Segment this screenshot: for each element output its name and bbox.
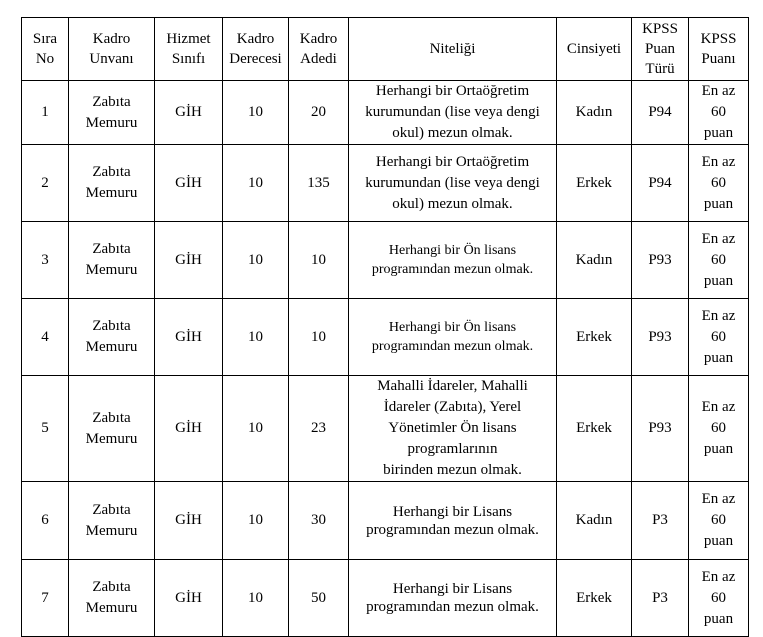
cell-kadro-derecesi: 10 bbox=[223, 376, 289, 482]
header-kpss-puan-turu: KPSS Puan Türü bbox=[632, 18, 689, 81]
cell-sira-no: 7 bbox=[22, 560, 69, 637]
table-row bbox=[22, 81, 749, 145]
cell-sira-no: 3 bbox=[22, 222, 69, 299]
table-row bbox=[22, 482, 749, 560]
cell-hizmet-sinifi: GİH bbox=[155, 482, 223, 560]
cell-kpss-puan-turu: P93 bbox=[632, 222, 689, 299]
cell-kadro-unvani: Zabıta Memuru bbox=[69, 222, 155, 299]
cell-kpss-puan-turu: P94 bbox=[632, 81, 689, 145]
table-row bbox=[22, 299, 749, 376]
cell-kpss-puan-turu: P93 bbox=[632, 299, 689, 376]
cell-kadro-unvani: Zabıta Memuru bbox=[69, 482, 155, 560]
kadro-table bbox=[21, 17, 749, 637]
cell-kadro-derecesi: 10 bbox=[223, 81, 289, 145]
cell-kadro-unvani: Zabıta Memuru bbox=[69, 376, 155, 482]
table-row bbox=[22, 222, 749, 299]
header-sira-no: Sıra No bbox=[22, 18, 69, 81]
cell-sira-no: 6 bbox=[22, 482, 69, 560]
cell-kadro-adedi: 10 bbox=[289, 299, 349, 376]
cell-cinsiyeti: Erkek bbox=[557, 560, 632, 637]
cell-kadro-unvani: Zabıta Memuru bbox=[69, 145, 155, 222]
cell-kadro-derecesi: 10 bbox=[223, 560, 289, 637]
header-hizmet-sinifi: Hizmet Sınıfı bbox=[155, 18, 223, 81]
cell-cinsiyeti: Erkek bbox=[557, 299, 632, 376]
cell-cinsiyeti: Kadın bbox=[557, 81, 632, 145]
cell-kpss-puani: En az 60 puan bbox=[689, 81, 749, 145]
cell-kadro-unvani: Zabıta Memuru bbox=[69, 560, 155, 637]
cell-kpss-puani: En az 60 puan bbox=[689, 482, 749, 560]
cell-kadro-adedi: 50 bbox=[289, 560, 349, 637]
cell-niteligi: Herhangi bir Lisans programından mezun olmak. bbox=[349, 482, 557, 560]
header-kadro-unvani: Kadro Unvanı bbox=[69, 18, 155, 81]
cell-kadro-adedi: 10 bbox=[289, 222, 349, 299]
table-header-row bbox=[22, 18, 749, 81]
cell-cinsiyeti: Erkek bbox=[557, 145, 632, 222]
cell-kadro-adedi: 30 bbox=[289, 482, 349, 560]
cell-kadro-derecesi: 10 bbox=[223, 482, 289, 560]
cell-hizmet-sinifi: GİH bbox=[155, 222, 223, 299]
cell-sira-no: 1 bbox=[22, 81, 69, 145]
table-row bbox=[22, 560, 749, 637]
cell-hizmet-sinifi: GİH bbox=[155, 376, 223, 482]
cell-niteligi: Mahalli İdareler, Mahalli İdareler (Zabıta), Yerel Yönetimler Ön lisans programlarının birinden mezun olmak. bbox=[349, 376, 557, 482]
header-niteligi: Niteliği bbox=[349, 18, 557, 81]
cell-kpss-puani: En az 60 puan bbox=[689, 376, 749, 482]
cell-kpss-puani: En az 60 puan bbox=[689, 222, 749, 299]
cell-hizmet-sinifi: GİH bbox=[155, 299, 223, 376]
cell-kadro-derecesi: 10 bbox=[223, 299, 289, 376]
cell-kpss-puan-turu: P93 bbox=[632, 376, 689, 482]
cell-sira-no: 2 bbox=[22, 145, 69, 222]
table-row bbox=[22, 376, 749, 482]
cell-kadro-adedi: 135 bbox=[289, 145, 349, 222]
cell-niteligi: Herhangi bir Ortaöğretim kurumundan (lise veya dengi okul) mezun olmak. bbox=[349, 145, 557, 222]
cell-kpss-puan-turu: P3 bbox=[632, 560, 689, 637]
cell-kpss-puani: En az 60 puan bbox=[689, 299, 749, 376]
cell-hizmet-sinifi: GİH bbox=[155, 560, 223, 637]
header-cinsiyeti: Cinsiyeti bbox=[557, 18, 632, 81]
cell-kpss-puan-turu: P3 bbox=[632, 482, 689, 560]
header-kadro-derecesi: Kadro Derecesi bbox=[223, 18, 289, 81]
cell-cinsiyeti: Erkek bbox=[557, 376, 632, 482]
cell-cinsiyeti: Kadın bbox=[557, 222, 632, 299]
header-kadro-adedi: Kadro Adedi bbox=[289, 18, 349, 81]
cell-kadro-derecesi: 10 bbox=[223, 222, 289, 299]
header-kpss-puani: KPSS Puanı bbox=[689, 18, 749, 81]
cell-kadro-unvani: Zabıta Memuru bbox=[69, 81, 155, 145]
cell-kadro-adedi: 23 bbox=[289, 376, 349, 482]
cell-cinsiyeti: Kadın bbox=[557, 482, 632, 560]
cell-hizmet-sinifi: GİH bbox=[155, 81, 223, 145]
cell-kpss-puan-turu: P94 bbox=[632, 145, 689, 222]
cell-niteligi: Herhangi bir Ön lisans programından mezun olmak. bbox=[349, 299, 557, 376]
cell-sira-no: 5 bbox=[22, 376, 69, 482]
cell-kadro-adedi: 20 bbox=[289, 81, 349, 145]
cell-kadro-derecesi: 10 bbox=[223, 145, 289, 222]
cell-sira-no: 4 bbox=[22, 299, 69, 376]
cell-kpss-puani: En az 60 puan bbox=[689, 145, 749, 222]
cell-niteligi: Herhangi bir Ön lisans programından mezun olmak. bbox=[349, 222, 557, 299]
cell-niteligi: Herhangi bir Lisans programından mezun olmak. bbox=[349, 560, 557, 637]
cell-hizmet-sinifi: GİH bbox=[155, 145, 223, 222]
cell-niteligi: Herhangi bir Ortaöğretim kurumundan (lise veya dengi okul) mezun olmak. bbox=[349, 81, 557, 145]
cell-kpss-puani: En az 60 puan bbox=[689, 560, 749, 637]
table-row bbox=[22, 145, 749, 222]
cell-kadro-unvani: Zabıta Memuru bbox=[69, 299, 155, 376]
